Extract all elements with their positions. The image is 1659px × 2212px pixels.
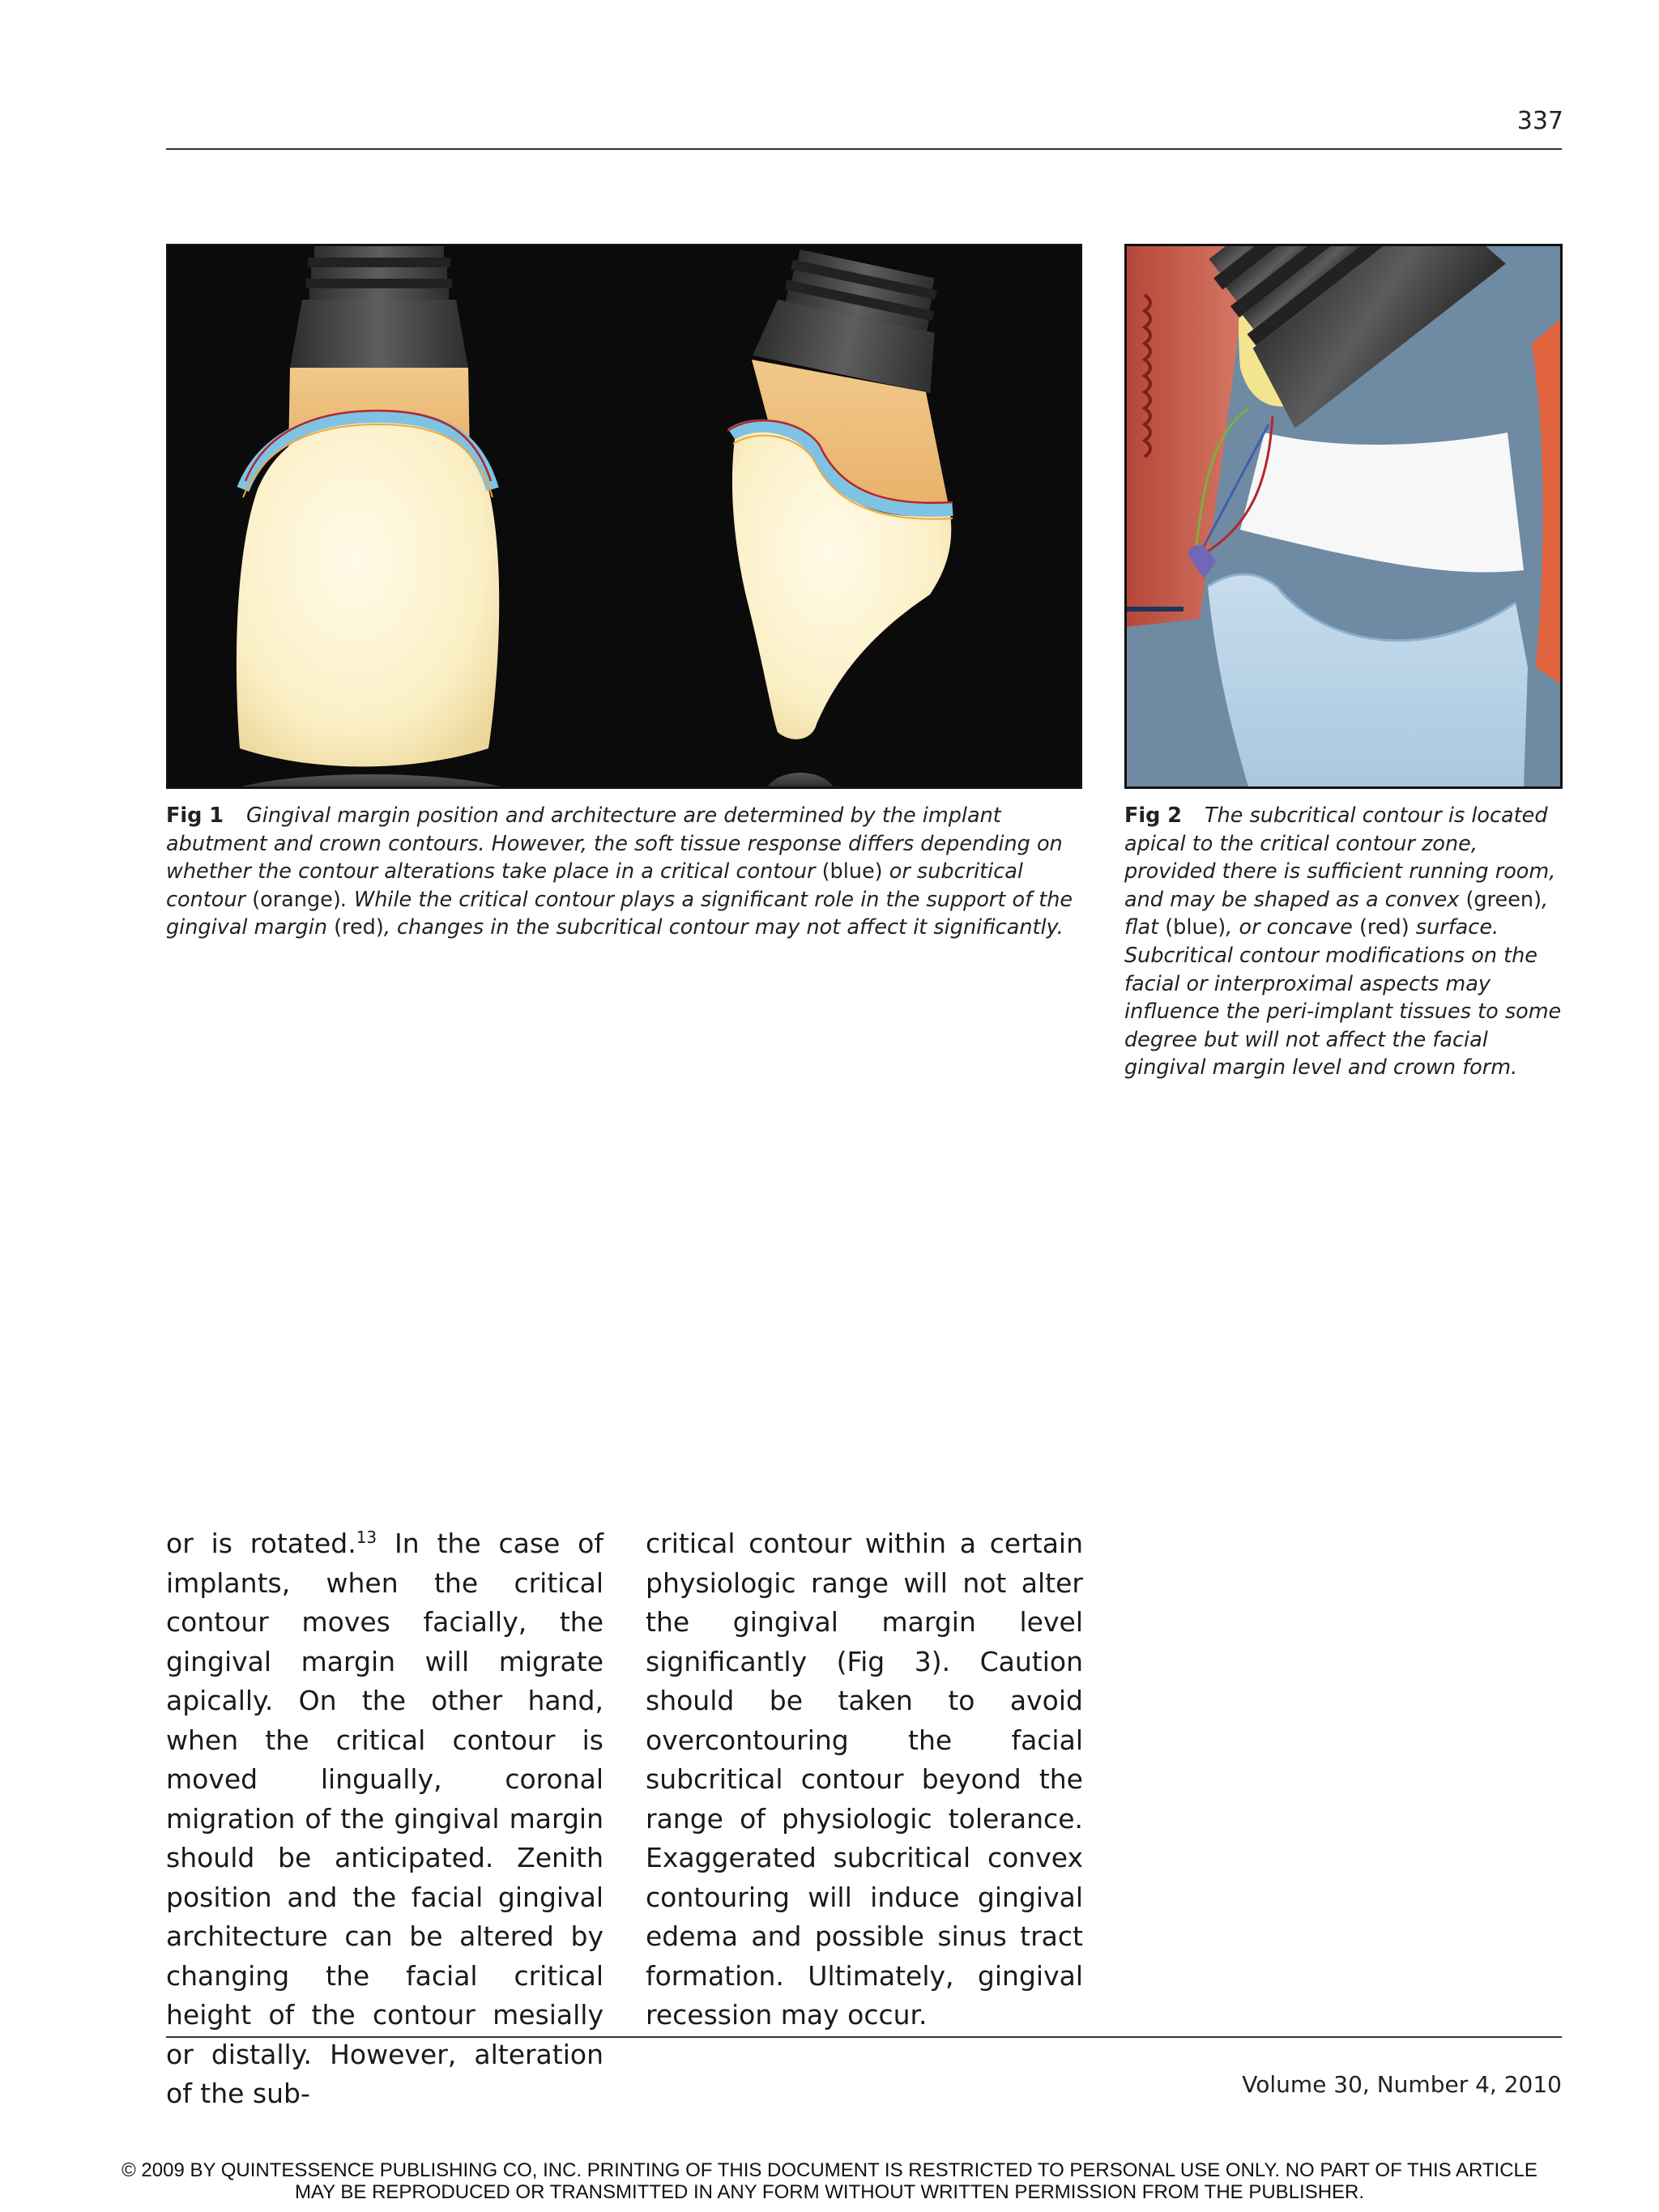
- crown-abutment-illustration: [168, 246, 1080, 786]
- copyright-line-1: © 2009 BY QUINTESSENCE PUBLISHING CO, INC. PRINTING OF THIS DOCUMENT IS RESTRICTED TO PERSONAL USE ONLY. NO PART OF THIS ARTICLE: [122, 2159, 1537, 2181]
- caption-color-green: (green): [1465, 887, 1542, 912]
- caption-text: ,: [1542, 887, 1549, 912]
- reference-superscript: 13: [356, 1528, 377, 1547]
- figure-2-caption: [1124, 802, 1566, 1082]
- figure-1-illustration: [166, 244, 1082, 789]
- caption-color-red: (red): [1358, 915, 1410, 940]
- copyright-line-2: MAY BE REPRODUCED OR TRANSMITTED IN ANY FORM WITHOUT WRITTEN PERMISSION FROM THE PUBLISHER.: [294, 2181, 1365, 2203]
- copyright-notice: [81, 2159, 1578, 2203]
- issue-info: Volume 30, Number 4, 2010: [1242, 2071, 1562, 2098]
- caption-color-red: (red): [334, 915, 384, 940]
- caption-text: or subcritical contour: [166, 859, 1023, 912]
- caption-text: , changes in the subcritical contour may not affect it significantly.: [383, 915, 1064, 940]
- subcritical-contour-illustration: [1127, 246, 1560, 786]
- header-rule: [166, 148, 1562, 150]
- body-text: or is rotated.: [166, 1528, 356, 1559]
- body-text: critical contour within a certain physiologic range will not alter the gingival margin level significantly (Fig 3). Caution should be taken to avoid overcontouring the facial subcritical contour beyond the range of physiologic tolerance. Exaggerated subcritical convex contouring will induce gingival edema and possible sinus tract formation. Ultimately, gingival recession may occur.: [646, 1528, 1083, 2031]
- figure-1-caption: [166, 802, 1085, 942]
- abutment-left: [290, 246, 468, 368]
- caption-color-blue: (blue): [821, 859, 883, 884]
- figure-1-label: Fig 1: [166, 803, 224, 828]
- caption-text: . While the critical contour plays a significant role in the support of the gingival margin: [166, 887, 1073, 940]
- body-text: In the case of implants, when the critical contour moves facially, the gingival margin will migrate apically. On the other hand, when the critical contour is moved lingually, coronal migration of the gingival margin should be anticipated. Zenith position and the facial gingival architecture can be altered by changing the facial critical height of the contour mesially or distally. However, alteration of the sub-: [166, 1528, 603, 2109]
- caption-text: The subcritical contour is located apical to the critical contour zone, provided there is sufficient running room, and may be shaped as a convex: [1124, 803, 1556, 912]
- figure-2-illustration: [1124, 244, 1563, 789]
- caption-text: [1158, 915, 1165, 940]
- body-column-2: [646, 1524, 1083, 2035]
- caption-text: , or concave: [1226, 915, 1359, 940]
- caption-color-orange: (orange): [252, 887, 341, 912]
- page-number: 337: [1516, 107, 1563, 135]
- caption-text: Gingival margin position and architecture are determined by the implant abutment and crown contours. However, the soft tissue response differs depending on whether the contour alterations take place in a critical contour: [166, 803, 1063, 884]
- body-column-1: [166, 1524, 603, 2114]
- caption-color-blue: (blue): [1165, 915, 1226, 940]
- caption-text: flat: [1124, 915, 1159, 940]
- footer-rule: [166, 2036, 1562, 2038]
- caption-text: surface. Subcritical contour modifications on the facial or interproximal aspects may influence the peri-implant tissues to some degree but will not affect the facial gingival margin level and crown form.: [1124, 915, 1562, 1080]
- figure-2-label: Fig 2: [1124, 803, 1183, 828]
